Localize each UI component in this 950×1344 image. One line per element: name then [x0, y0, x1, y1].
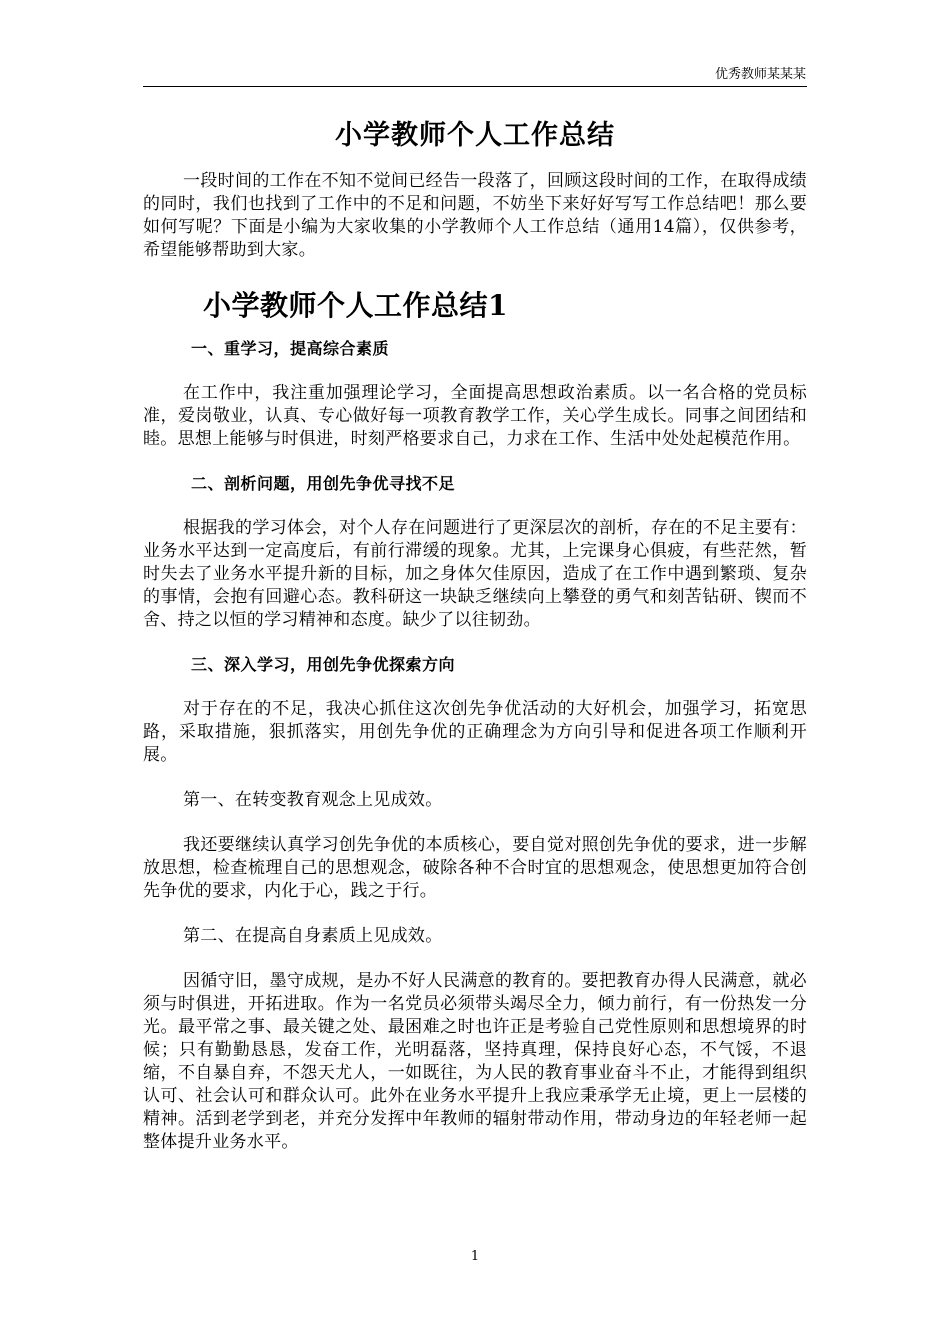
spacer [143, 767, 807, 789]
document-body [143, 110, 807, 1154]
paragraph-6: 第二、在提高自身素质上见成效。 [183, 926, 443, 946]
spacer [143, 903, 807, 925]
page-number: 1 [470, 1249, 480, 1264]
paragraph-3: 对于存在的不足，我决心抓住这次创先争优活动的大好机会，加强学习，拓宽思路，采取措施，狠抓落实，用创先争优的正确理念为方向引导和促进各项工作顺利开展。 [143, 699, 807, 765]
paragraph-7: 因循守旧，墨守成规，是办不好人民满意的教育的。要把教育办得人民满意，就必须与时俱进，开拓进取。作为一名党员必须带头竭尽全力，倾力前行，有一份热发一分光。最平常之事、最关键之处、最困难之时也许正是考验自己党性原则和思想境界的时候；只有勤勤恳恳，发奋工作，光明磊落，坚持真理，保持良好心态，不气馁，不退缩，不自暴自弃，不怨天尤人，一如既往，为人民的教育事业奋斗不止，才能得到组织认可、社会认可和群众认可。此外在业务水平提升上我应秉承学无止境，更上一层楼的精神。活到老学到老，并充分发挥中年教师的辐射带动作用，带动身边的年轻老师一起整体提升业务水平。 [143, 971, 807, 1152]
subheading-1: 一、重学习，提高综合素质 [191, 339, 390, 358]
document-title: 小学教师个人工作总结 [335, 120, 615, 151]
intro-paragraph: 一段时间的工作在不知不觉间已经告一段落了，回顾这段时间的工作，在取得成绩的同时，我们也找到了工作中的不足和问题，不妨坐下来好好写写工作总结吧！那么要如何写呢？下面是小编为大家收集的小学教师个人工作总结（通用14篇），仅供参考，希望能够帮助到大家。 [143, 171, 807, 260]
header-text: 优秀教师某某某 [714, 67, 806, 82]
spacer [143, 948, 807, 970]
header-rule [143, 86, 807, 87]
paragraph-1: 在工作中，我注重加强理论学习，全面提高思想政治素质。以一名合格的党员标准，爱岗敬业，认真、专心做好每一项教育教学工作，关心学生成长。同事之间团结和睦。思想上能够与时俱进，时刻严格要求自己，力求在工作、生活中处处起模范作用。 [143, 383, 807, 449]
spacer [143, 812, 807, 834]
paragraph-2: 根据我的学习体会，对个人存在问题进行了更深层次的剖析，存在的不足主要有：业务水平达到一定高度后，有前行滞缓的现象。尤其，上完课身心俱疲，有些茫然，暂时失去了业务水平提升新的目标，加之身体欠佳原因，造成了在工作中遇到繁琐、复杂的事情，会抱有回避心态。教科研这一块缺乏继续向上攀登的勇气和刻苦钻研、锲而不舍、持之以恒的学习精神和态度。缺少了以往韧劲。 [143, 518, 807, 630]
spacer [143, 632, 807, 654]
paragraph-4: 第一、在转变教育观念上见成效。 [183, 790, 443, 810]
spacer [143, 451, 807, 473]
paragraph-5: 我还要继续认真学习创先争优的本质核心，要自觉对照创先争优的要求，进一步解放思想，检查梳理自己的思想观念，破除各种不合时宜的思想观念，使思想更加符合创先争优的要求，内化于心，践之于行。 [143, 835, 807, 901]
subheading-2: 二、剖析问题，用创先争优寻找不足 [191, 474, 456, 493]
section-title: 小学教师个人工作总结1 [203, 289, 508, 322]
subheading-3: 三、深入学习，用创先争优探索方向 [191, 655, 456, 674]
